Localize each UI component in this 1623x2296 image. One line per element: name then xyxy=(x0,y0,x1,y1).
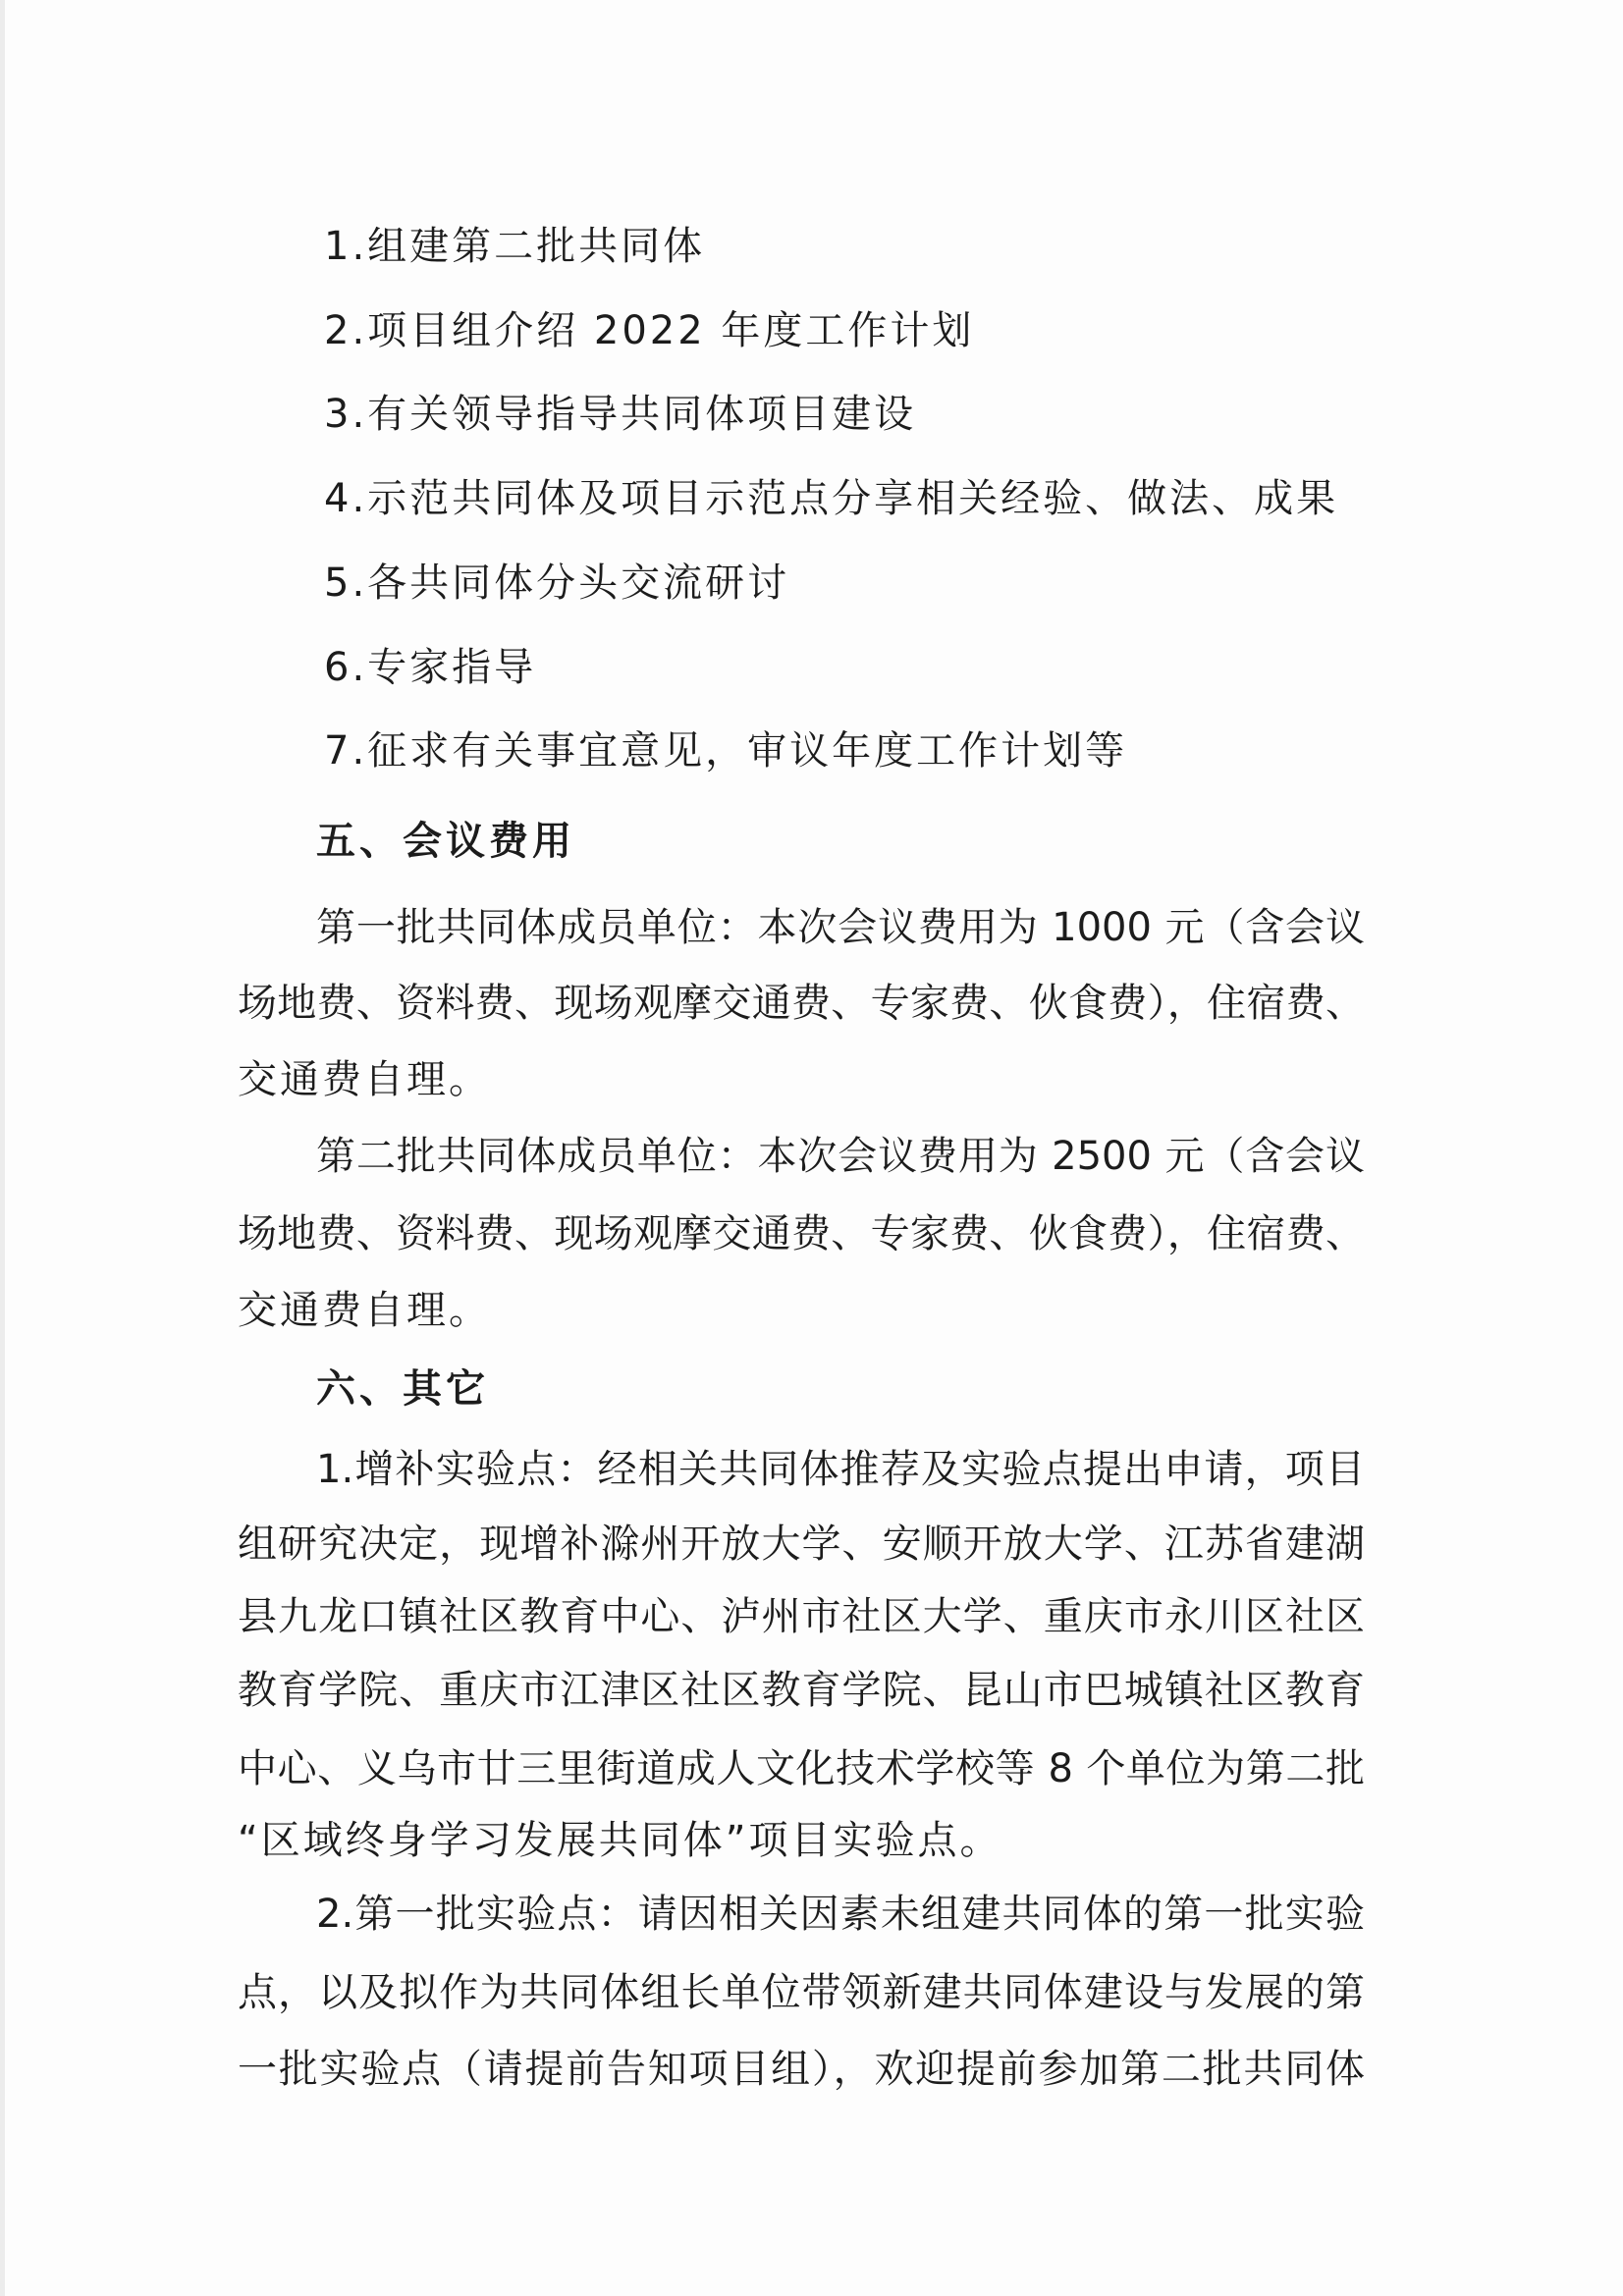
section-heading-other: 六、其它 xyxy=(316,1366,489,1412)
paragraph-line: 教育学院、重庆市江津区社区教育学院、昆山市巴城镇社区教育 xyxy=(238,1668,1365,1713)
paragraph-line: 场地费、资料费、现场观摩交通费、专家费、伙食费），住宿费、 xyxy=(238,1211,1365,1256)
paragraph-line: 交通费自理。 xyxy=(238,1057,491,1102)
paragraph-line: 组研究决定，现增补滁州开放大学、安顺开放大学、江苏省建湖 xyxy=(238,1522,1365,1567)
paragraph-line: 交通费自理。 xyxy=(238,1288,491,1333)
paragraph-line: 中心、义乌市廿三里街道成人文化技术学校等 8 个单位为第二批 xyxy=(238,1746,1365,1791)
agenda-item: 2.项目组介绍 2022 年度工作计划 xyxy=(324,308,975,353)
agenda-item: 7.征求有关事宜意见，审议年度工作计划等 xyxy=(324,728,1128,774)
agenda-item: 3.有关领导指导共同体项目建设 xyxy=(324,392,917,437)
paragraph-line: 2.第一批实验点：请因相关因素未组建共同体的第一批实验 xyxy=(316,1892,1365,1937)
paragraph-line: 点，以及拟作为共同体组长单位带领新建共同体建设与发展的第 xyxy=(238,1970,1365,2015)
paragraph-line: 一批实验点（请提前告知项目组），欢迎提前参加第二批共同体 xyxy=(238,2047,1365,2092)
scan-edge xyxy=(0,0,5,2296)
paragraph-line: 场地费、资料费、现场观摩交通费、专家费、伙食费），住宿费、 xyxy=(238,981,1365,1026)
paragraph-line: 县九龙口镇社区教育中心、泸州市社区大学、重庆市永川区社区 xyxy=(238,1594,1365,1639)
agenda-item: 1.组建第二批共同体 xyxy=(324,224,706,269)
agenda-item: 4.示范共同体及项目示范点分享相关经验、做法、成果 xyxy=(324,476,1339,521)
paragraph-line: “区域终身学习发展共同体”项目实验点。 xyxy=(238,1818,1002,1863)
paragraph-line: 第一批共同体成员单位：本次会议费用为 1000 元（含会议 xyxy=(316,905,1365,950)
agenda-item: 6.专家指导 xyxy=(324,645,537,690)
agenda-item: 5.各共同体分头交流研讨 xyxy=(324,561,790,606)
paragraph-line: 1.增补实验点：经相关共同体推荐及实验点提出申请，项目 xyxy=(316,1447,1365,1492)
paragraph-line: 第二批共同体成员单位：本次会议费用为 2500 元（含会议 xyxy=(316,1134,1365,1179)
section-heading-fees: 五、会议费用 xyxy=(316,819,575,864)
